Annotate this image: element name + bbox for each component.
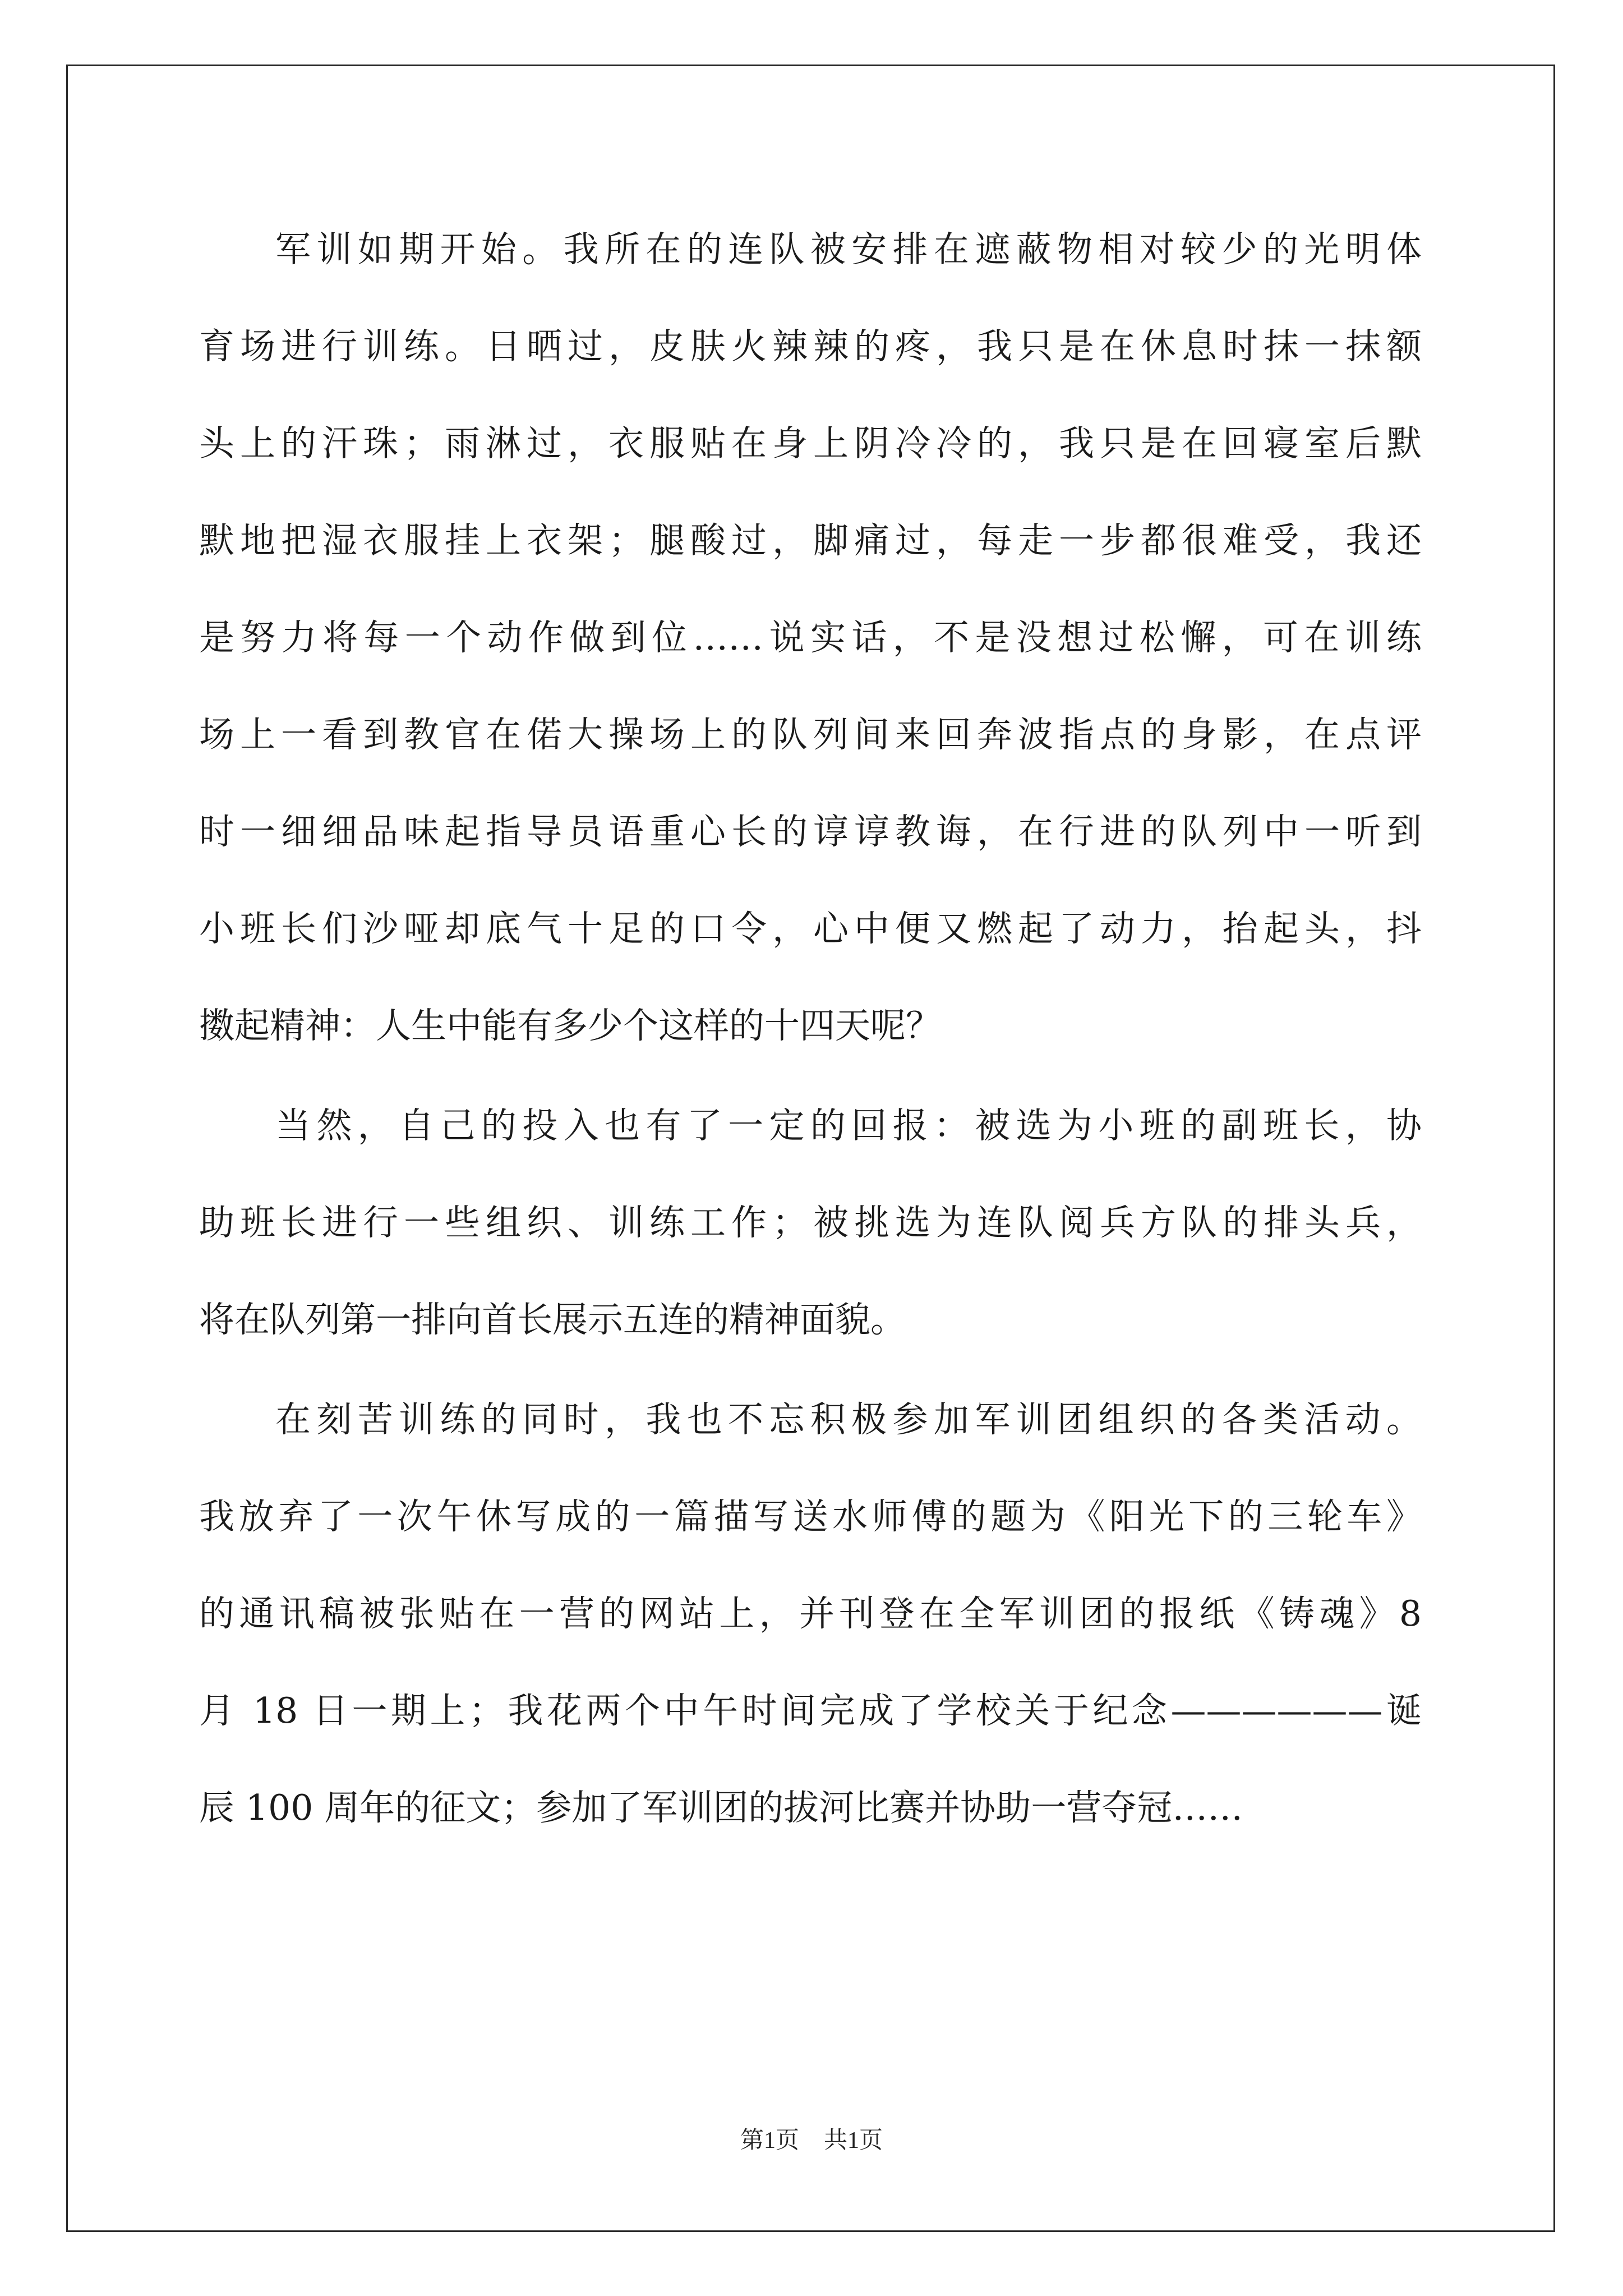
paragraph-1-line-1: 军训如期开始。我所在的连队被安排在遮蔽物相对较少的光明体 [275, 229, 1422, 270]
paragraph-1-line-3: 头上的汗珠；雨淋过，衣服贴在身上阴冷冷的，我只是在回寝室后默 [199, 423, 1422, 464]
paragraph-1-line-9: 擞起精神：人生中能有多少个这样的十四天呢？ [199, 1005, 941, 1046]
paragraph-1-line-4: 默地把湿衣服挂上衣架；腿酸过，脚痛过，每走一步都很难受，我还 [199, 520, 1422, 561]
paragraph-2-line-2: 助班长进行一些组织、训练工作；被挑选为连队阅兵方队的排头兵， [199, 1202, 1422, 1243]
paragraph-3-line-1: 在刻苦训练的同时，我也不忘积极参加军训团组织的各类活动。 [275, 1399, 1422, 1440]
paragraph-1-line-2: 育场进行训练。日晒过，皮肤火辣辣的疼，我只是在休息时抹一抹额 [199, 326, 1422, 367]
paragraph-2-line-1: 当然，自己的投入也有了一定的回报：被选为小班的副班长，协 [275, 1105, 1422, 1146]
paragraph-3-line-4: 月 18 日一期上；我花两个中午时间完成了学校关于纪念——————诞 [199, 1690, 1422, 1731]
page-border [66, 65, 1555, 2232]
paragraph-1-line-8: 小班长们沙哑却底气十足的口令，心中便又燃起了动力，抬起头，抖 [199, 908, 1422, 949]
paragraph-3-line-5: 辰 100 周年的征文；参加了军训团的拔河比赛并协助一营夺冠…… [199, 1787, 1243, 1828]
paragraph-1-line-6: 场上一看到教官在偌大操场上的队列间来回奔波指点的身影，在点评 [199, 714, 1422, 755]
paragraph-1-line-7: 时一细细品味起指导员语重心长的谆谆教诲，在行进的队列中一听到 [199, 811, 1422, 852]
page-total: 共1页 [824, 2128, 883, 2154]
page-footer [0, 2125, 1623, 2156]
page-number: 第1页 [740, 2128, 799, 2154]
paragraph-3-line-2: 我放弃了一次午休写成的一篇描写送水师傅的题为《阳光下的三轮车》 [199, 1496, 1422, 1537]
paragraph-3-line-3: 的通讯稿被张贴在一营的网站上，并刊登在全军训团的报纸《铸魂》8 [199, 1593, 1422, 1634]
paragraph-2-line-3: 将在队列第一排向首长展示五连的精神面貌。 [199, 1299, 906, 1340]
paragraph-1-line-5: 是努力将每一个动作做到位……说实话，不是没想过松懈，可在训练 [199, 617, 1422, 658]
